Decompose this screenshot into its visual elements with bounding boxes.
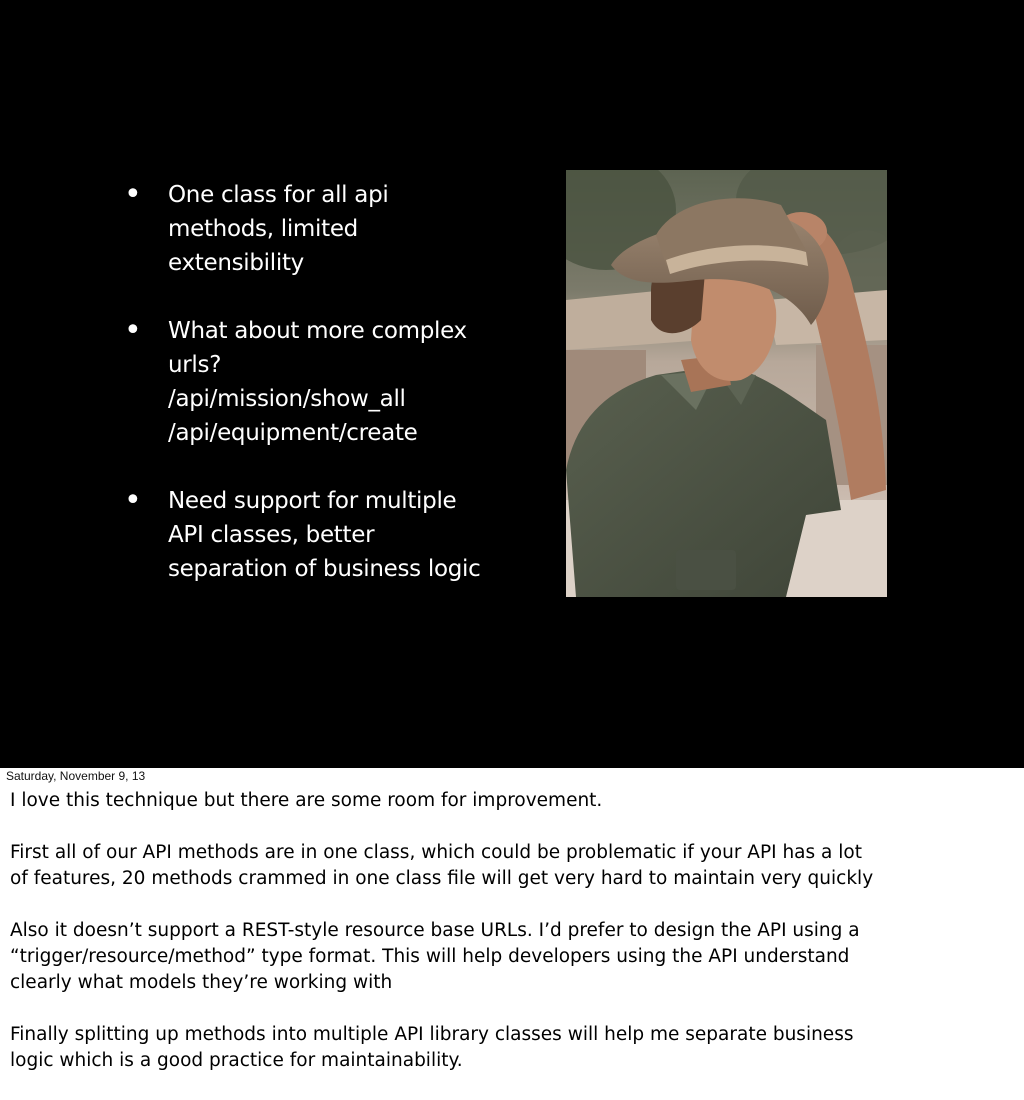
man-in-hat-photo xyxy=(566,170,887,597)
bullet-line: API classes, better xyxy=(168,522,375,548)
notes-paragraph xyxy=(10,788,1015,814)
bullet-item xyxy=(120,484,510,586)
slide-date: Saturday, November 9, 13 xyxy=(6,769,146,783)
bullet-line: extensibility xyxy=(168,250,304,276)
bullet-dot-icon: • xyxy=(124,313,142,348)
notes-line: Also it doesn’t support a REST-style resource base URLs. I’d prefer to design the API using a xyxy=(10,920,860,941)
bullet-line: methods, limited xyxy=(168,216,358,242)
notes-paragraph xyxy=(10,840,1015,892)
bullet-line: /api/equipment/create xyxy=(168,420,418,446)
notes-paragraph xyxy=(10,1022,1015,1074)
notes-line: First all of our API methods are in one class, which could be problematic if your API has a lot xyxy=(10,842,862,863)
notes-line: of features, 20 methods crammed in one class file will get very hard to maintain very quickly xyxy=(10,868,874,889)
bullet-dot-icon: • xyxy=(124,177,142,212)
bullet-line: separation of business logic xyxy=(168,556,481,582)
bullet-item xyxy=(120,314,510,450)
bullet-line: What about more complex xyxy=(168,318,467,344)
photo xyxy=(566,170,887,597)
bullet-line: One class for all api xyxy=(168,182,389,208)
notes-paragraph xyxy=(10,918,1015,996)
notes-line: Finally splitting up methods into multiple API library classes will help me separate business xyxy=(10,1024,854,1045)
notes-line: clearly what models they’re working with xyxy=(10,972,393,993)
notes-line: “trigger/resource/method” type format. This will help developers using the API understand xyxy=(10,946,850,967)
notes-line: logic which is a good practice for maintainability. xyxy=(10,1050,463,1071)
bullet-line: Need support for multiple xyxy=(168,488,457,514)
bullet-list xyxy=(120,178,510,620)
speaker-notes xyxy=(10,788,1015,1100)
bullet-dot-icon: • xyxy=(124,483,142,518)
bullet-line: /api/mission/show_all xyxy=(168,386,406,412)
bullet-item xyxy=(120,178,510,280)
notes-line: I love this technique but there are some room for improvement. xyxy=(10,790,603,811)
bullet-line: urls? xyxy=(168,352,222,378)
